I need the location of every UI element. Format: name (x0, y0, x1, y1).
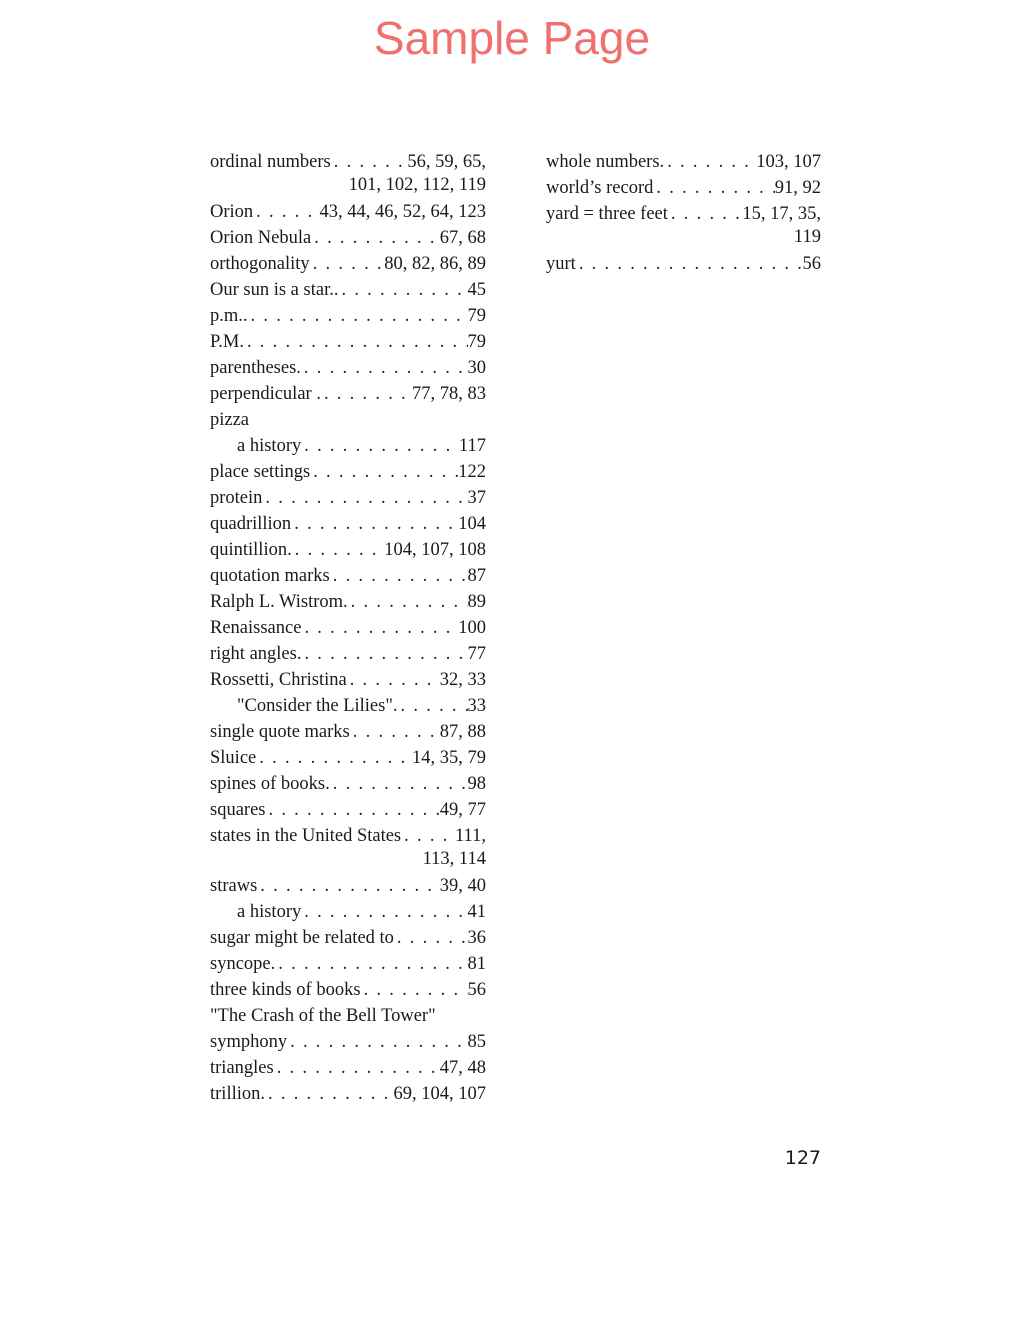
index-term: quintillion. (210, 540, 292, 560)
index-entry (210, 433, 486, 459)
index-entry (210, 797, 486, 823)
index-term: pizza (210, 410, 250, 430)
index-page-refs: 111, (454, 826, 486, 846)
index-page-refs: 79 (467, 306, 486, 326)
index-entry (210, 407, 486, 433)
dot-leader (301, 615, 458, 641)
dot-leader (398, 693, 468, 719)
index-entry (546, 175, 821, 201)
index-page-refs: 91, 92 (774, 178, 821, 198)
dot-leader (265, 1081, 394, 1107)
dot-leader (576, 251, 803, 277)
index-entry (210, 1055, 486, 1081)
dot-leader (653, 175, 774, 201)
index-page-refs: 87, 88 (439, 722, 486, 742)
index-term: whole numbers. (546, 152, 665, 172)
dot-leader (262, 485, 467, 511)
index-term: "The Crash of the Bell Tower" (210, 1006, 436, 1026)
index-term: place settings (210, 462, 311, 482)
dot-leader (310, 459, 458, 485)
index-term: Orion Nebula (210, 228, 312, 248)
index-page-refs: 56, 59, 65, (407, 152, 486, 172)
index-entry (210, 329, 486, 355)
dot-leader (248, 303, 468, 329)
index-page-refs: 87 (467, 566, 486, 586)
index-entry (210, 225, 486, 251)
sample-page-watermark: Sample Page (373, 12, 651, 64)
index-page-refs: 37 (467, 488, 486, 508)
index-entry (210, 951, 486, 977)
index-term: syncope. (210, 954, 276, 974)
index-entry (210, 693, 486, 719)
index-page-refs: 98 (467, 774, 486, 794)
dot-leader (253, 199, 319, 225)
index-page-refs: 43, 44, 46, 52, 64, 123 (319, 202, 486, 222)
index-term: Our sun is a star.. (210, 280, 339, 300)
dot-leader (287, 1029, 467, 1055)
index-page-refs: 32, 33 (439, 670, 486, 690)
dot-leader (265, 797, 439, 823)
index-entry (210, 355, 486, 381)
index-entry (210, 925, 486, 951)
index-entry (546, 251, 821, 277)
index-page-refs: 122 (458, 462, 486, 482)
page-number: 127 (784, 1147, 821, 1169)
index-page-refs: 81 (467, 954, 486, 974)
index-entry (210, 485, 486, 511)
index-entry (210, 563, 486, 589)
dot-leader (301, 433, 459, 459)
index-term: P.M. (210, 332, 244, 352)
index-term: quadrillion (210, 514, 292, 534)
index-entry (210, 381, 486, 407)
index-entry (210, 199, 486, 225)
index-entry (210, 589, 486, 615)
dot-leader (301, 355, 468, 381)
index-page-refs-continued: 101, 102, 112, 119 (348, 175, 486, 195)
index-term: world’s record (546, 178, 654, 198)
index-entry (210, 1081, 486, 1107)
index-page-refs: 14, 35, 79 (412, 748, 486, 768)
dot-leader (664, 149, 756, 175)
index-column-right (546, 149, 821, 277)
index-page-refs: 39, 40 (439, 876, 486, 896)
index-page-refs-continued: 113, 114 (422, 849, 486, 869)
index-page-refs: 104 (458, 514, 486, 534)
index-page-refs: 56 (802, 254, 821, 274)
index-page-refs: 77, 78, 83 (412, 384, 486, 404)
index-page-refs: 45 (467, 280, 486, 300)
index-entry (210, 771, 486, 797)
dot-leader (301, 899, 467, 925)
index-page-refs: 41 (467, 902, 486, 922)
index-page-refs: 103, 107 (756, 152, 821, 172)
index-entry (546, 201, 821, 251)
index-page-refs: 85 (467, 1032, 486, 1052)
index-entry (210, 641, 486, 667)
index-page-refs: 69, 104, 107 (393, 1084, 486, 1104)
index-term: quotation marks (210, 566, 330, 586)
index-term: yurt (546, 254, 576, 274)
index-term: Orion (210, 202, 254, 222)
index-page-refs: 15, 17, 35, (742, 204, 821, 224)
dot-leader (330, 563, 468, 589)
dot-leader (244, 329, 468, 355)
index-page-refs: 30 (467, 358, 486, 378)
dot-leader (311, 225, 440, 251)
dot-leader (331, 149, 408, 173)
index-term: "Consider the Lilies". (237, 696, 398, 716)
index-entry (210, 277, 486, 303)
dot-leader (350, 719, 440, 745)
index-page-refs: 67, 68 (439, 228, 486, 248)
index-page-refs: 33 (467, 696, 486, 716)
index-page-refs: 89 (467, 592, 486, 612)
index-term: a history (237, 436, 302, 456)
dot-leader (292, 537, 385, 563)
index-page-refs: 49, 77 (439, 800, 486, 820)
dot-leader (321, 381, 412, 407)
index-term: protein (210, 488, 263, 508)
dot-leader (348, 589, 468, 615)
index-term: symphony (210, 1032, 288, 1052)
index-entry (210, 873, 486, 899)
index-term: ordinal numbers (210, 152, 331, 172)
index-term: trillion. (210, 1084, 265, 1104)
dot-leader (330, 771, 468, 797)
dot-leader (401, 823, 455, 847)
dot-leader (274, 1055, 440, 1081)
index-term: squares (210, 800, 266, 820)
dot-leader (291, 511, 458, 537)
index-page-refs-continued: 119 (793, 227, 821, 247)
index-entry (210, 459, 486, 485)
index-entry (210, 899, 486, 925)
index-entry (210, 537, 486, 563)
index-entry (546, 149, 821, 175)
index-page-refs: 100 (458, 618, 486, 638)
index-term: orthogonality (210, 254, 310, 274)
index-term: spines of books. (210, 774, 330, 794)
index-page-refs: 36 (467, 928, 486, 948)
index-term: Sluice (210, 748, 257, 768)
index-entry (210, 745, 486, 771)
index-term: triangles (210, 1058, 274, 1078)
index-term: a history (237, 902, 302, 922)
index-term: Renaissance (210, 618, 302, 638)
index-term: straws (210, 876, 258, 896)
dot-leader (394, 925, 468, 951)
index-term: states in the United States (210, 826, 402, 846)
index-entry (210, 149, 486, 199)
dot-leader (361, 977, 468, 1003)
index-column-left (210, 149, 486, 1107)
index-entry (210, 615, 486, 641)
index-term: three kinds of books (210, 980, 361, 1000)
index-term: right angles. (210, 644, 302, 664)
index-entry (210, 823, 486, 873)
dot-leader (301, 641, 467, 667)
index-term: single quote marks (210, 722, 350, 742)
index-term: sugar might be related to (210, 928, 394, 948)
index-entry (210, 511, 486, 537)
index-term: perpendicular . (210, 384, 321, 404)
index-entry (210, 667, 486, 693)
index-term: p.m.. (210, 306, 248, 326)
index-term: Rossetti, Christina (210, 670, 347, 690)
index-page-refs: 117 (458, 436, 486, 456)
index-term: yard = three feet (546, 204, 668, 224)
index-term: Ralph L. Wistrom. (210, 592, 348, 612)
dot-leader (310, 251, 385, 277)
index-page-refs: 56 (467, 980, 486, 1000)
index-page-refs: 77 (467, 644, 486, 664)
index-entry (210, 303, 486, 329)
index-page-refs: 80, 82, 86, 89 (384, 254, 486, 274)
index-page-refs: 47, 48 (439, 1058, 486, 1078)
index-entry (210, 1029, 486, 1055)
dot-leader (256, 745, 412, 771)
index-term: parentheses. (210, 358, 301, 378)
dot-leader (257, 873, 439, 899)
dot-leader (668, 201, 742, 225)
index-entry (210, 251, 486, 277)
index-entry (210, 977, 486, 1003)
index-page-refs: 104, 107, 108 (384, 540, 486, 560)
index-entry (210, 1003, 486, 1029)
dot-leader (338, 277, 467, 303)
index-entry (210, 719, 486, 745)
dot-leader (275, 951, 467, 977)
index-page-refs: 79 (467, 332, 486, 352)
dot-leader (347, 667, 440, 693)
